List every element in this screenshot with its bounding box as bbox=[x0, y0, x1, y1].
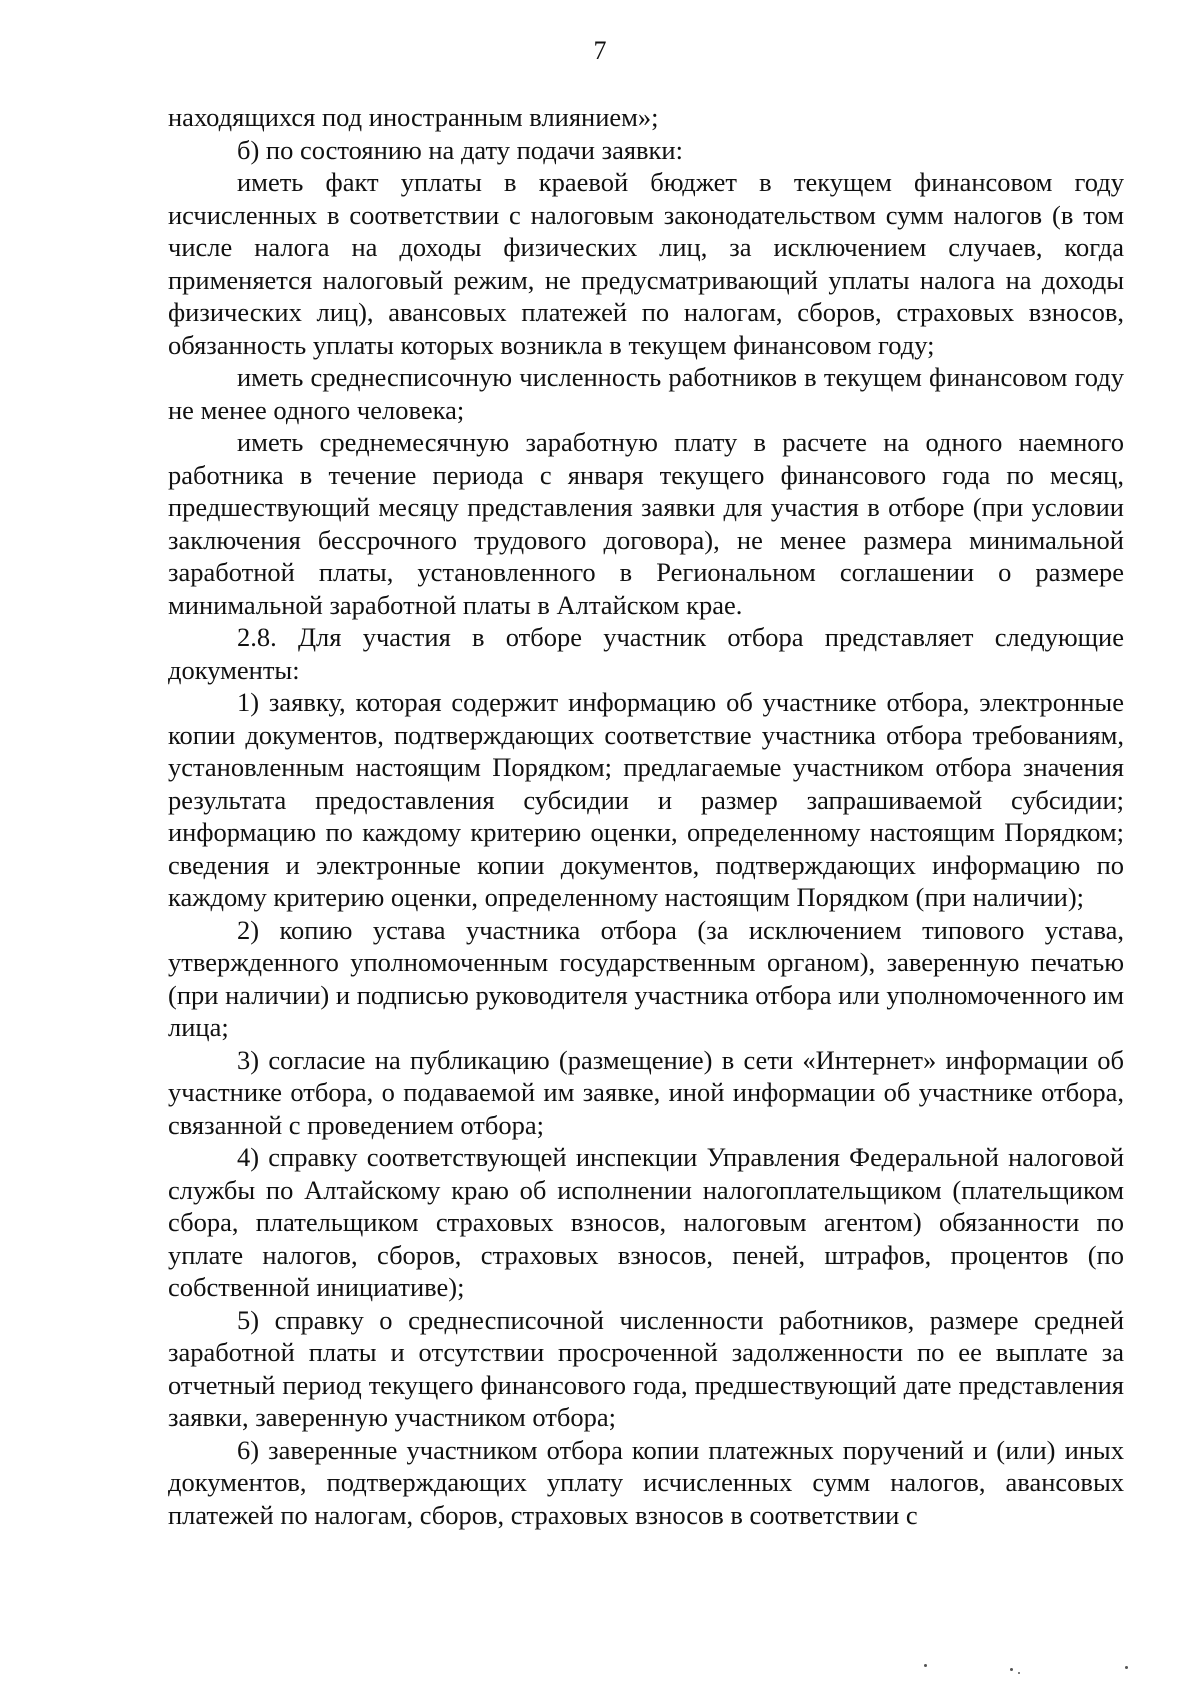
page-number: 7 bbox=[593, 36, 607, 65]
paragraph: 3) согласие на публикацию (размещение) в сети «Интернет» информации об участнике отбора, о подаваемой им заявке, иной информации об участнике отбора, связанной с проведением отбора; bbox=[168, 1044, 1124, 1140]
document-body bbox=[168, 101, 1124, 1531]
paragraph: 6) заверенные участником отбора копии платежных поручений и (или) иных документов, подтверждающих уплату исчисленных сумм налогов, авансовых платежей по налогам, сборов, страховых взносов в соответствии с bbox=[168, 1434, 1124, 1530]
scan-speck bbox=[1018, 1672, 1020, 1674]
paragraph: 1) заявку, которая содержит информацию об участнике отбора, электронные копии документов, подтверждающих соответствие участника отбора требованиям, установленным настоящим Порядком; предлагаемые участником отбора значения результата предоставления субсидии и размер запрашиваемой субсидии; информацию по каждому критерию оценки, определенному настоящим Порядком; сведения и электронные копии документов, подтверждающих информацию по каждому критерию оценки, определенному настоящим Порядком (при наличии); bbox=[168, 687, 1124, 912]
scan-speck bbox=[1125, 1666, 1128, 1669]
paragraph: иметь среднемесячную заработную плату в расчете на одного наемного работника в течение периода с января текущего финансового года по месяц, предшествующий месяцу представления заявки для участия в отборе (при условии заключения бессрочного трудового договора), не менее размера минимальной заработной платы, установленного в Региональном соглашении о размере минимальной заработной платы в Алтайском крае. bbox=[168, 427, 1124, 620]
paragraph: 2) копию устава участника отбора (за исключением типового устава, утвержденного уполномоченным государственным органом), заверенную печатью (при наличии) и подписью руководителя участника отбора или уполномоченного им лица; bbox=[168, 914, 1124, 1042]
paragraph: 4) справку соответствующей инспекции Управления Федеральной налоговой службы по Алтайскому краю об исполнении налогоплательщиком (плательщиком сбора, плательщиком страховых взносов, налоговым агентом) обязанности по уплате налогов, сборов, страховых взносов, пеней, штрафов, процентов (по собственной инициативе); bbox=[168, 1142, 1124, 1302]
paragraph: иметь факт уплаты в краевой бюджет в текущем финансовом году исчисленных в соответствии с налоговым законодательством сумм налогов (в том числе налога на доходы физических лиц, за исключением случаев, когда применяется налоговый режим, не предусматривающий уплаты налога на доходы физических лиц), авансовых платежей по налогам, сборов, страховых взносов, обязанность уплаты которых возникла в текущем финансовом году; bbox=[168, 167, 1124, 360]
scan-speck bbox=[1010, 1668, 1013, 1671]
paragraph: 2.8. Для участия в отборе участник отбора представляет следующие документы: bbox=[168, 622, 1124, 685]
paragraph: находящихся под иностранным влиянием»; bbox=[168, 102, 659, 132]
paragraph: 5) справку о среднесписочной численности работников, размере средней заработной платы и отсутствии просроченной задолженности по ее выплате за отчетный период текущего финансового года, предшествующий дате представления заявки, заверенную участником отбора; bbox=[168, 1304, 1124, 1432]
paragraph: иметь среднесписочную численность работников в текущем финансовом году не менее одного человека; bbox=[168, 362, 1124, 425]
paragraph: б) по состоянию на дату подачи заявки: bbox=[237, 134, 683, 165]
scan-speck bbox=[924, 1664, 927, 1667]
